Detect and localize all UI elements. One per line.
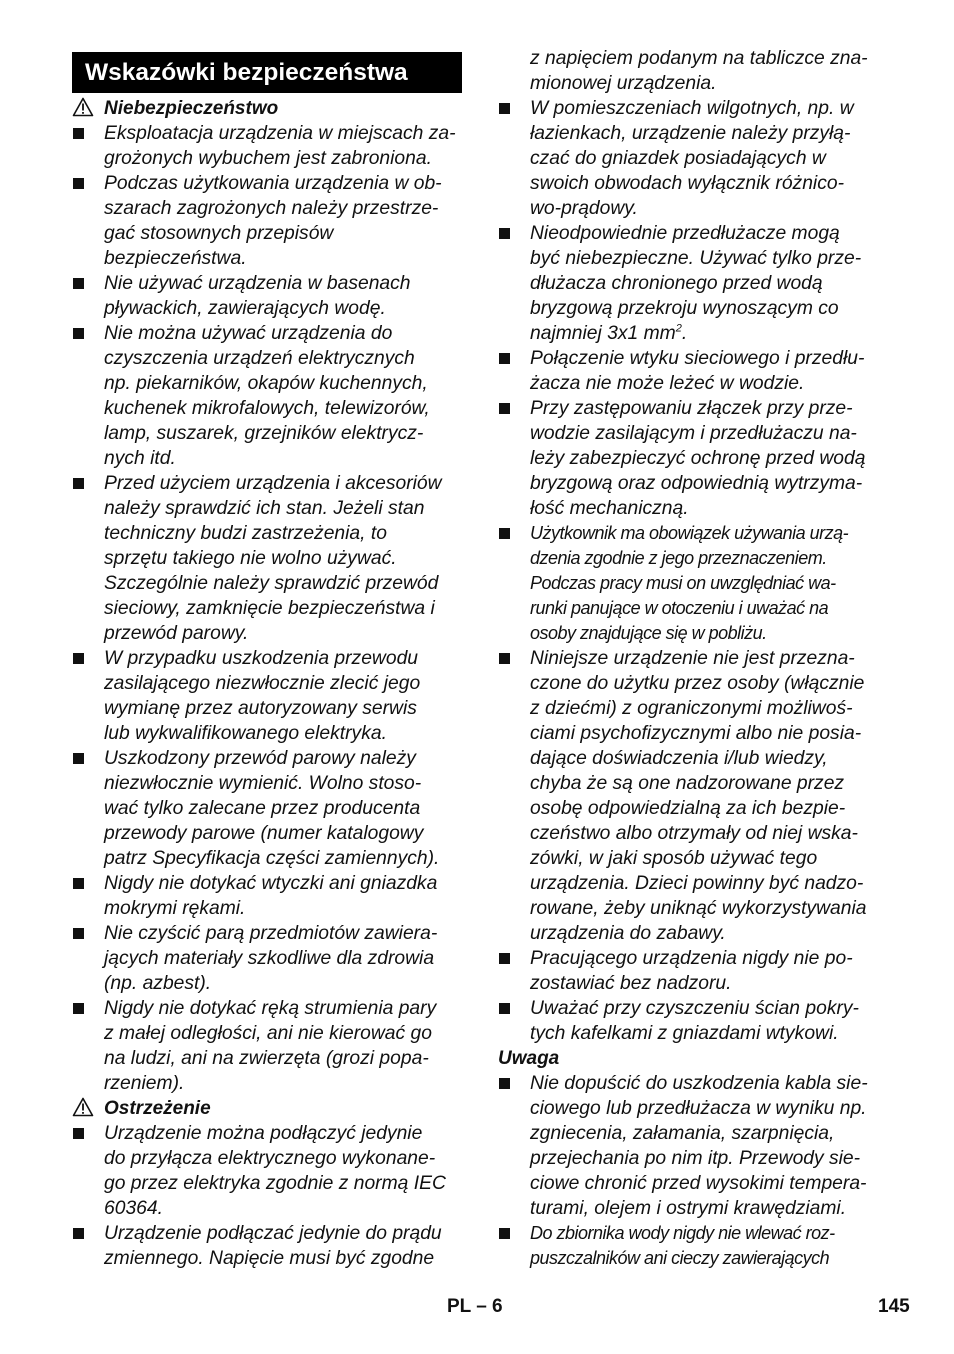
text-line-content: Niniejsze urządzenie nie jest przezna- — [530, 648, 855, 669]
text-line — [498, 171, 893, 196]
text-line-content: czyszczenia urządzeń elektrycznych — [104, 348, 415, 369]
text-line — [72, 271, 462, 296]
text-line — [498, 71, 893, 96]
text-line-content: 60364. — [104, 1198, 163, 1219]
bullet-square-icon — [73, 928, 84, 939]
bullet-square-icon — [499, 353, 510, 364]
text-line-content: wać tylko zalecane przez producenta — [104, 798, 421, 819]
text-line-content: mionowej urządzenia. — [530, 73, 717, 94]
text-line — [498, 1096, 893, 1121]
text-line — [72, 296, 462, 321]
text-line-content: lub wykwalifikowanego elektryka. — [104, 723, 387, 744]
text-line — [498, 871, 893, 896]
note-heading: Uwaga — [498, 1048, 560, 1069]
text-line — [498, 146, 893, 171]
bullet-square-icon — [499, 528, 510, 539]
text-line-content: puszczalników ani cieczy zawierających — [530, 1248, 830, 1268]
text-line — [72, 1071, 462, 1096]
text-line-content: kuchenek mikrofalowych, telewizorów, — [104, 398, 430, 419]
text-line-content: Przy zastępowaniu złączek przy prze- — [530, 398, 853, 419]
text-line — [72, 521, 462, 546]
text-line — [72, 846, 462, 871]
text-line-content: pływackich, zawierających wodę. — [104, 298, 386, 319]
list-item — [72, 871, 462, 921]
text-line — [498, 1196, 893, 1221]
text-line-content: ciowe chronić przed wysokimi tempera- — [530, 1173, 867, 1194]
warning-triangle-icon — [72, 97, 94, 117]
text-line-content: (np. azbest). — [104, 973, 212, 994]
text-line-content: zówki, w jaki sposób używać tego — [530, 848, 818, 869]
text-line — [498, 221, 893, 246]
text-line-content: łazienkach, urządzenie należy przyłą- — [530, 123, 851, 144]
text-line — [498, 1021, 893, 1046]
text-line — [498, 1221, 893, 1246]
text-line-content: Podczas pracy musi on uwzględniać wa- — [530, 573, 836, 593]
text-line — [72, 771, 462, 796]
text-line-content: tych kafelkami z gniazdami wtykowi. — [530, 1023, 839, 1044]
text-line — [498, 446, 893, 471]
text-line — [498, 121, 893, 146]
text-line — [498, 646, 893, 671]
list-item — [498, 646, 893, 946]
text-line-content: Nie można używać urządzenia do — [104, 323, 393, 344]
text-line — [72, 746, 462, 771]
text-line-content: W przypadku uszkodzenia przewodu — [104, 648, 419, 669]
bullet-square-icon — [73, 753, 84, 764]
list-item — [498, 946, 893, 996]
list-item — [498, 96, 893, 221]
text-line-content: np. piekarników, okapów kuchennych, — [104, 373, 428, 394]
text-line-content: lamp, suszarek, grzejników elektrycz- — [104, 423, 424, 444]
text-line — [498, 1071, 893, 1096]
text-line-content: Pracującego urządzenia nigdy nie po- — [530, 948, 853, 969]
footer-section-label: PL – 6 — [447, 1296, 503, 1317]
text-line — [498, 921, 893, 946]
text-line — [72, 246, 462, 271]
text-line — [72, 621, 462, 646]
text-line — [498, 496, 893, 521]
text-line-content: na ludzi, ani na zwierzęta (grozi popa- — [104, 1048, 429, 1069]
text-line-content: dłużacza chronionego przed wodą — [530, 273, 823, 294]
text-line-suffix: . — [681, 323, 688, 344]
list-item — [72, 321, 462, 471]
text-line-content: rowane, żeby uniknąć wykorzystywania — [530, 898, 867, 919]
text-line-content: przewody parowe (numer katalogowy — [104, 823, 424, 844]
bullet-square-icon — [73, 278, 84, 289]
bullet-square-icon — [499, 403, 510, 414]
text-line-content: Uszkodzony przewód parowy należy — [104, 748, 416, 769]
bullet-square-icon — [499, 1228, 510, 1239]
text-line — [72, 571, 462, 596]
text-line — [498, 1246, 893, 1271]
text-line — [498, 746, 893, 771]
list-item — [498, 396, 893, 521]
text-line-content: nych itd. — [104, 448, 176, 469]
list-item — [72, 1121, 462, 1221]
text-line — [72, 721, 462, 746]
text-line — [72, 921, 462, 946]
text-line-content: Do zbiornika wody nigdy nie wlewać roz- — [530, 1223, 835, 1243]
text-line — [72, 421, 462, 446]
text-line — [72, 371, 462, 396]
text-line — [498, 1146, 893, 1171]
text-line-content: Nie dopuścić do uszkodzenia kabla sie- — [530, 1073, 868, 1094]
text-line — [498, 371, 893, 396]
list-item — [72, 471, 462, 646]
text-line — [498, 1121, 893, 1146]
text-line-content: wymianę przez autoryzowany serwis — [104, 698, 417, 719]
text-line — [72, 996, 462, 1021]
text-line — [498, 596, 893, 621]
list-item — [72, 646, 462, 746]
text-line — [72, 671, 462, 696]
text-line — [498, 946, 893, 971]
text-line — [498, 421, 893, 446]
text-line — [498, 271, 893, 296]
text-line-content: rzeniem). — [104, 1073, 185, 1094]
text-line — [498, 996, 893, 1021]
text-line-content: najmniej 3x1 mm — [530, 323, 676, 344]
text-line — [498, 471, 893, 496]
warning-triangle-icon — [72, 1097, 94, 1117]
text-line — [498, 621, 893, 646]
text-line — [498, 246, 893, 271]
text-line — [72, 396, 462, 421]
text-line-content: ciami psychofizycznymi albo nie posia- — [530, 723, 862, 744]
text-line-content: turami, olejem i ostrymi krawędziami. — [530, 1198, 847, 1219]
bullet-square-icon — [499, 103, 510, 114]
text-line — [72, 496, 462, 521]
text-line-content: Eksploatacja urządzenia w miejscach za- — [104, 123, 456, 144]
warning-heading-text: Ostrzeżenie — [104, 1098, 211, 1119]
list-item — [72, 996, 462, 1096]
text-line — [498, 46, 893, 71]
bullet-square-icon — [499, 1078, 510, 1089]
bullet-square-icon — [499, 953, 510, 964]
text-line — [72, 121, 462, 146]
text-line — [498, 546, 893, 571]
text-line — [498, 821, 893, 846]
warning-heading — [72, 1096, 462, 1121]
text-line-content: łość mechaniczną. — [530, 498, 689, 519]
text-line-content: sprzętu takiego nie wolno używać. — [104, 548, 397, 569]
text-line-content: być niebezpieczne. Używać tylko prze- — [530, 248, 862, 269]
text-line — [498, 846, 893, 871]
text-line-content: z napięciem podanym na tabliczce zna- — [530, 48, 868, 69]
text-line-content: techniczny budzi zastrzeżenia, to — [104, 523, 387, 544]
text-line — [72, 696, 462, 721]
text-line-content: dzenia zgodnie z jego przeznaczeniem. — [530, 548, 827, 568]
text-line-content: czać do gniazdek posiadających w — [530, 148, 826, 169]
page-title: Wskazówki bezpieczeństwa — [72, 52, 462, 93]
text-line — [498, 321, 893, 346]
text-line — [498, 896, 893, 921]
text-line-content: osobę odpowiedzialną za ich bezpie- — [530, 798, 846, 819]
warning-list — [72, 1121, 462, 1271]
bullet-square-icon — [499, 1003, 510, 1014]
bullet-square-icon — [73, 653, 84, 664]
text-line-content: bryzgową przekroju wynoszącym co — [530, 298, 839, 319]
text-line-content: z dziećmi) z ograniczonymi możliwoś- — [530, 698, 853, 719]
text-line-content: ciowego lub przedłużacza w wyniku np. — [530, 1098, 867, 1119]
text-line — [72, 946, 462, 971]
text-line-content: z małej odległości, ani nie kierować go — [104, 1023, 432, 1044]
text-line-content: patrz Specyfikacja części zamiennych). — [104, 848, 440, 869]
text-line — [72, 871, 462, 896]
list-item — [498, 1071, 893, 1221]
text-line-content: mokrymi rękami. — [104, 898, 246, 919]
text-line — [498, 796, 893, 821]
text-line-content: niezwłocznie wymienić. Wolno stoso- — [104, 773, 422, 794]
page-number: 145 — [878, 1296, 910, 1317]
bullet-square-icon — [73, 1228, 84, 1239]
bullet-square-icon — [499, 228, 510, 239]
text-line-content: swoich obwodach wyłącznik różnico- — [530, 173, 844, 194]
text-line-content: chyba że są one nadzorowane przez — [530, 773, 845, 794]
text-line-content: do przyłącza elektrycznego wykonane- — [104, 1148, 436, 1169]
text-line — [498, 696, 893, 721]
text-line-content: go przez elektryka zgodnie z normą IEC — [104, 1173, 446, 1194]
danger-list — [72, 121, 462, 1096]
text-line — [72, 546, 462, 571]
text-line-content: bezpieczeństwa. — [104, 248, 247, 269]
text-line — [72, 146, 462, 171]
text-line-content: wodzie zasilającym i przedłużaczu na- — [530, 423, 857, 444]
text-line-content: wo-prądowy. — [530, 198, 638, 219]
right-list — [498, 96, 893, 1046]
text-line — [72, 171, 462, 196]
text-line — [498, 521, 893, 546]
text-line — [72, 971, 462, 996]
right-column — [498, 46, 893, 1271]
text-line-content: Nie czyścić parą przedmiotów zawiera- — [104, 923, 438, 944]
text-line-content: przewód parowy. — [104, 623, 249, 644]
bullet-square-icon — [499, 653, 510, 664]
text-line — [498, 721, 893, 746]
text-line-content: szarach zagrożonych należy przestrze- — [104, 198, 439, 219]
text-line-content: bryzgową oraz odpowiednią wytrzyma- — [530, 473, 863, 494]
danger-heading — [72, 96, 462, 121]
text-line — [72, 1171, 462, 1196]
text-line — [72, 196, 462, 221]
text-line-content: Uważać przy czyszczeniu ścian pokry- — [530, 998, 859, 1019]
bullet-square-icon — [73, 128, 84, 139]
text-line — [72, 446, 462, 471]
list-item — [498, 1221, 893, 1271]
text-line — [72, 1046, 462, 1071]
text-line — [498, 296, 893, 321]
list-item — [72, 921, 462, 996]
text-line-content: runki panujące w otoczeniu i uważać na — [530, 598, 829, 618]
note-list — [498, 1071, 893, 1271]
text-line-content: Nigdy nie dotykać wtyczki ani gniazdka — [104, 873, 438, 894]
superscript: 2 — [675, 322, 682, 335]
text-line — [72, 1221, 462, 1246]
bullet-square-icon — [73, 478, 84, 489]
text-line-content: Nigdy nie dotykać ręką strumienia pary — [104, 998, 437, 1019]
text-line — [72, 821, 462, 846]
text-line — [72, 471, 462, 496]
text-line — [72, 221, 462, 246]
bullet-square-icon — [73, 178, 84, 189]
continuation-text — [498, 46, 893, 96]
list-item — [498, 996, 893, 1046]
text-line-content: Połączenie wtyku sieciowego i przedłu- — [530, 348, 865, 369]
text-line — [498, 96, 893, 121]
text-line-content: przejechania po nim itp. Przewody sie- — [530, 1148, 861, 1169]
text-line-content: osoby znajdujące się w pobliżu. — [530, 623, 767, 643]
bullet-square-icon — [73, 1128, 84, 1139]
text-line — [498, 196, 893, 221]
text-line-content: jących materiały szkodliwe dla zdrowia — [104, 948, 435, 969]
text-line-content: urządzenia. Dzieci powinny być nadzo- — [530, 873, 864, 894]
text-line — [72, 1246, 462, 1271]
text-line-content: zgniecenia, załamania, szarpnięcia, — [530, 1123, 835, 1144]
text-line — [72, 596, 462, 621]
text-line — [72, 796, 462, 821]
text-line-content: W pomieszczeniach wilgotnych, np. w — [530, 98, 854, 119]
text-line — [72, 1146, 462, 1171]
text-line-content: Nie używać urządzenia w basenach — [104, 273, 411, 294]
list-item — [72, 1221, 462, 1271]
text-line-content: zmiennego. Napięcie musi być zgodne — [104, 1248, 435, 1269]
text-line-content: Urządzenie podłączać jedynie do prądu — [104, 1223, 442, 1244]
text-line-content: Przed użyciem urządzenia i akcesoriów — [104, 473, 442, 494]
text-line-content: leży zabezpieczyć ochronę przed wodą — [530, 448, 866, 469]
text-line-content: sieciowy, zamknięcie bezpieczeństwa i — [104, 598, 435, 619]
text-line-content: dające doświadczenia i/lub wiedzy, — [530, 748, 828, 769]
text-line-content: gać stosownych przepisów — [104, 223, 334, 244]
list-item — [72, 121, 462, 171]
list-item — [72, 746, 462, 871]
text-line — [72, 1021, 462, 1046]
text-line-content: Podczas użytkowania urządzenia w ob- — [104, 173, 442, 194]
text-line — [72, 346, 462, 371]
bullet-square-icon — [73, 1003, 84, 1014]
list-item — [498, 346, 893, 396]
text-line — [498, 671, 893, 696]
text-line-content: Szczególnie należy sprawdzić przewód — [104, 573, 439, 594]
text-line — [498, 771, 893, 796]
text-line — [72, 896, 462, 921]
list-item — [72, 271, 462, 321]
text-line — [498, 571, 893, 596]
text-line — [72, 1196, 462, 1221]
text-line-content: grożonych wybuchem jest zabroniona. — [104, 148, 432, 169]
bullet-square-icon — [73, 878, 84, 889]
text-line-content: urządzenia do zabawy. — [530, 923, 726, 944]
text-line-content: Nieodpowiednie przedłużacze mogą — [530, 223, 840, 244]
bullet-square-icon — [73, 328, 84, 339]
text-line-content: należy sprawdzić ich stan. Jeżeli stan — [104, 498, 425, 519]
text-line-content: czone do użytku przez osoby (włącznie — [530, 673, 865, 694]
text-line-content: Urządzenie można podłączyć jedynie — [104, 1123, 423, 1144]
text-line — [498, 346, 893, 371]
text-line — [498, 1171, 893, 1196]
left-column — [72, 46, 462, 1271]
text-line — [72, 1121, 462, 1146]
text-line — [72, 646, 462, 671]
text-line-content: zasilającego niezwłocznie zlecić jego — [104, 673, 421, 694]
list-item — [72, 171, 462, 271]
text-line-content: żacza nie może leżeć w wodzie. — [530, 373, 805, 394]
text-line-content: czeństwo albo otrzymały od niej wska- — [530, 823, 858, 844]
text-line — [498, 396, 893, 421]
list-item — [498, 221, 893, 346]
danger-heading-text: Niebezpieczeństwo — [104, 98, 279, 119]
text-line — [72, 321, 462, 346]
text-line-content: Użytkownik ma obowiązek używania urzą- — [530, 523, 849, 543]
list-item — [498, 521, 893, 646]
text-line — [498, 971, 893, 996]
text-line-content: zostawiać bez nadzoru. — [530, 973, 732, 994]
